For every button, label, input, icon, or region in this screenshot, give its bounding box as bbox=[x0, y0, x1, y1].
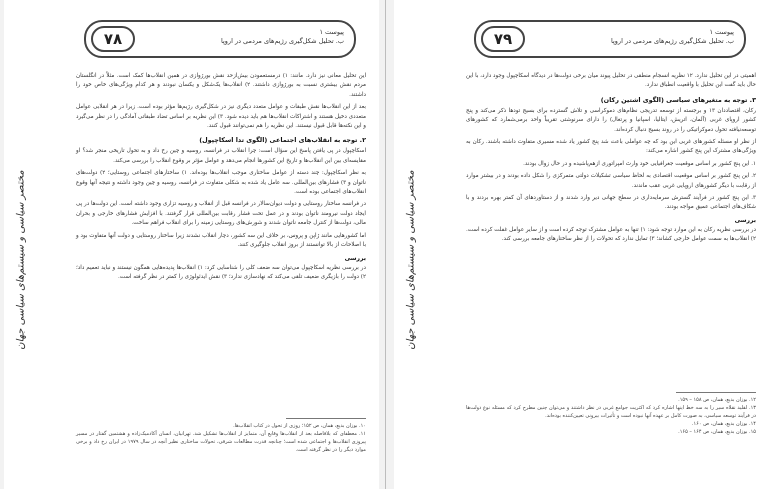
header-line-1: پیوست ۱ bbox=[319, 28, 344, 36]
footnote: ۱۵. بوزان بدیع، همان، ص ۱۶۴ – ۱۶۵. bbox=[678, 429, 756, 435]
paragraph: به نظر اسکاچپول: چند دسته از عوامل ساختاری موجب انقلاب‌ها بوده‌اند. ۱) ساختارهای اجتماعی روستایی؛ ۲) دولت‌های ناتوان و ۳) فشارهای بین‌المللی. سه عامل یاد شده به شکلی متفاوت در فرانسه، روسیه و چین وجود داشته و نتیجه آنها وقوع انقلاب‌های اجتماعی بوده است. bbox=[76, 170, 366, 196]
footnote: ۱۳. لقلید نقلاه سیر را به سه خط اینها اشاره کرد که اکثریت جوامع غربی در نظر داشتند و می‌توان چنین مطرح کرد که مسئله نوع دولت‌ها در فرآیند توسعه سیاسی، به صورت کامل بر عهده آنها نبوده است و تأثیرات بیرونی تعیین‌کننده بوده‌اند. bbox=[466, 405, 756, 419]
footnote: ۱۱. معطفای که بلافاصله بعد از انقلاب‌ها وقایع آن، متمایز از انقلاب‌ها تشکیل شد. تهرانیان، انسان آکادمیک‌زاده و هشتمین گفتار در مسیر پیروزی انقلاب‌ها و اجتماعی شده است؛ چنانچه قدرت مطالعات شرقی، تحولات ساختاری نظیر آنچه در سال ۱۹۷۹ در ایران رخ داد و برخی موارد دیگر را در نظر گرفته است. bbox=[76, 431, 367, 453]
paragraph: اسکاچپول در پی یافتن پاسخ این سؤال است: چرا انقلاب در فرانسه، روسیه و چین رخ داد و به تحول تاریخی منجر شد؟ او مقایسه‌ای بین این انقلاب‌ها و تاریخ این کشورها انجام می‌دهد و عوامل مؤثر بر وقوع انقلاب را بررسی می‌کند. bbox=[76, 148, 366, 164]
running-header bbox=[534, 28, 734, 46]
paragraph: در بررسی نظریه اسکاچپول می‌توان سه ضعف کلی را شناسایی کرد: ۱) انقلاب‌ها پدیده‌هایی همگون نیستند و نباید تعمیم داد؛ ۲) دولت را بازیگری ضعیف تلقی می‌کند که نهادسازی ندارد؛ ۳) نقش ایدئولوژی را کمتر در نظر گرفته است. bbox=[76, 264, 366, 280]
paragraph: این تحلیل معانی نیز دارد. مانند: ۱) درمستعمودن بیش‌ازحد نقش بورژوازی در همین انقلاب‌ها کمک است. مثلاً در انگلستان مردم نقش بیشتری نسبت به بورژوازی داشتند. ۲) انقلاب‌ها یک‌شکل و یکسان نبودند و هر کدام ویژگی‌های خاص خود را داشتند. bbox=[76, 73, 367, 98]
vertical-book-title bbox=[400, 170, 422, 350]
footnote-rule bbox=[676, 392, 756, 393]
left-page bbox=[4, 0, 379, 489]
page-header bbox=[84, 20, 356, 58]
header-line-2: ب. تحلیل شکل‌گیری رژیم‌های مردمی در اروپا bbox=[611, 37, 734, 45]
paragraph: اهمیتی در این تحلیل ندارد. ۱۲ نظریه انسجام منطقی در تحلیل پیوند میان برخی دولت‌ها در دیدگاه اسکاچپول وجود دارد، با این حال باید گفت این تحلیل با واقعیت انطباق ندارد. bbox=[466, 73, 756, 89]
page-body bbox=[76, 72, 366, 285]
list-item: ۳. این پنج کشور در فرآیند گسترش سرمایه‌داری در سطح جهانی دیر وارد شدند و از دستاوردهای آن کمتر بهره بردند و با شکاف‌های اجتماعی عمیق مواجه بودند. bbox=[466, 195, 756, 211]
paragraph: در بررسی نظریه رکان به این موارد توجه شود: ۱) تنها به عوامل مشترک توجه کرده است و از سایر عوامل غفلت کرده است. ۲) انقلاب‌ها به سمت عوامل خارجی کشاند؛ ۳) تمایل ندارد که تحولات را از نظر ساختار‌های جامعه بررسی کند. bbox=[466, 226, 756, 243]
paragraph: از نظر او مسئله کشورهای غربی این بود که چه عواملی باعث شد پنج کشور یاد شده مسیری متفاوت داشته باشند. رکان به ویژگی‌های مشترک این پنج کشور اشاره می‌کند: bbox=[466, 139, 756, 155]
list-item: ۲. این پنج کشور بر اساس موقعیت اقتصادی به لحاظ سیاسی تشکیلات دولتی متمرکزی را شکل داده بودند و در بیشتر موارد از رقابت با دیگر کشورهای اروپایی غربی عقب ماندند. bbox=[466, 173, 756, 189]
paragraph: در فرانسه ساختار روستایی و دولت دیوان‌سالار در فرانسه قبل از انقلاب و روسیه تزاری وجود داشته است. این دولت‌ها در پی ایجاد دولت نیرومند ناتوان بودند و در عمل تحت فشار رقابت بین‌المللی قرار گرفتند. با افزایش فشارهای خارجی و بحران مالی، دولت‌ها از کنترل جامعه ناتوان شدند و شورش‌های روستایی زمینه را برای انقلاب فراهم ساخت. bbox=[76, 201, 366, 227]
page-number: ۷۸ bbox=[91, 26, 135, 52]
running-header bbox=[144, 28, 344, 46]
page-body bbox=[466, 72, 756, 248]
footnote: ۱۰. بوزان بدیع، همان، ص ۱۵۲؛ روزی از تحول در کتاب انقلاب‌ها. bbox=[233, 423, 366, 429]
right-page bbox=[394, 0, 768, 489]
paragraph: بعد از این انقلاب‌ها نقش طبقات و عوامل متعدد دیگری نیز در شکل‌گیری رژیم‌ها مؤثر بوده است. زیرا در هر انقلابی عوامل متعددی دخیل هستند و اشتراکات انقلاب‌ها هم باید دیده شود. ۳) این نظریه بر اساس تضاد طبقاتی آمادگی را در نظر می‌گیرد و این نکته‌ها قابل قبول نیستند. این نظریه را هم نمی‌توانند قبول کنند. bbox=[76, 104, 366, 130]
footnote: ۱۲. بوزان بدیع، همان، ص ۱۵۸ – ۱۵۹. bbox=[678, 397, 756, 403]
vertical-title-text: مختصر سیاسی و سیستم‌های سیاسی جهان bbox=[405, 170, 417, 350]
page-number: ۷۹ bbox=[481, 26, 525, 52]
header-line-2: ب. تحلیل شکل‌گیری رژیم‌های مردمی در اروپا bbox=[221, 37, 344, 45]
footnotes bbox=[76, 422, 366, 454]
header-line-1: پیوست ۱ bbox=[709, 28, 734, 36]
list-item: ۱. این پنج کشور بر اساس موقعیت جغرافیایی خود وارث امپراتوری ازهم‌پاشیده و در حال زوال بودند. bbox=[523, 160, 756, 167]
book-spine-divider bbox=[385, 0, 386, 489]
section-heading: ۲. توجه به انقلاب‌های اجتماعی (الگوی تدا اسکاچپول) bbox=[199, 136, 366, 145]
subheading: بررسی bbox=[344, 254, 366, 262]
section-heading: ۳. توجه به متغیرهای سیاسی (الگوی اشتین رکان) bbox=[600, 95, 756, 104]
footnotes bbox=[466, 396, 756, 436]
footnote-rule bbox=[286, 418, 366, 419]
page-header bbox=[474, 20, 746, 58]
paragraph: اما کشورهایی مانند ژاپن و پروس، بر خلاف این سه کشور، دچار انقلاب نشدند زیرا ساختار روستایی و دولت آنها متفاوت بود و با اصلاحات از بالا توانستند از بروز انقلاب جلوگیری کنند. bbox=[76, 232, 366, 249]
vertical-book-title bbox=[10, 170, 32, 350]
footnote: ۱۴. بوزان بدیع، همان، ص ۱۶۰. bbox=[691, 421, 756, 427]
subheading: بررسی bbox=[734, 216, 756, 224]
vertical-title-text: مختصر سیاسی و سیستم‌های سیاسی جهان bbox=[15, 170, 27, 350]
paragraph: رکان، اقتصاددان ۱۳ و برجسته از توسعه تدریجی نظام‌های دموکراسی و تلاش گسترده برای بسیج تودها ذکر می‌کند و پنج کشور اروپای غربی (آلمان، اتریش، ایتالیا، اسپانیا و پرتغال) را دارای سرنوشتی تقریباً واحد برمی‌شمارد که کشورهای توسعه‌نیافته تحول دموکراتیکی را در روند بسیج دنبال کرده‌اند. bbox=[466, 107, 757, 133]
